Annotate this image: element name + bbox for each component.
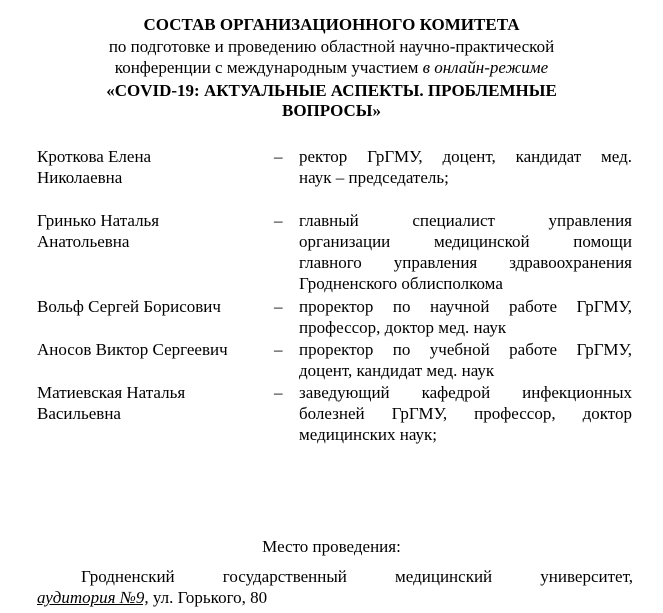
member-role: главный специалист управления организации медицинской помощи главного управления здравоохранения Гродненского облисполкома [299, 211, 632, 293]
venue-label: Место проведения: [262, 537, 401, 556]
venue-street: ул. Горького, 80 [148, 588, 268, 607]
subtitle-line-2 [30, 57, 633, 78]
document-title: СОСТАВ ОРГАНИЗАЦИОННОГО КОМИТЕТА [143, 15, 520, 34]
venue-address [37, 587, 267, 608]
member-dash: – [274, 297, 283, 316]
subtitle-line-1: по подготовке и проведению областной научно-практической [108, 37, 555, 56]
member-dash: – [274, 147, 283, 166]
member-name: Матиевская Наталья Васильевна [37, 383, 186, 423]
member-dash: – [274, 211, 283, 230]
member-role: проректор по учебной работе ГрГМУ, доцент, кандидат мед. наук [299, 340, 632, 380]
member-role: заведующий кафедрой инфекционных болезней ГрГМУ, профессор, доктор медицинских наук; [299, 383, 632, 444]
member-name: Кроткова Елена Николаевна [37, 147, 152, 187]
member-name: Гринько Наталья Анатольевна [37, 211, 160, 251]
conference-topic-line-2: ВОПРОСЫ» [282, 101, 381, 120]
member-role: ректор ГрГМУ, доцент, кандидат мед. наук – председатель; [299, 147, 632, 187]
member-dash: – [274, 340, 283, 359]
subtitle-regular-text: конференции с международным участием [114, 58, 423, 77]
subtitle-italic-text: в онлайн-режиме [422, 58, 549, 77]
venue-university: Гродненский государственный медицинский университет, [81, 567, 633, 586]
member-dash: – [274, 383, 283, 402]
venue-room: аудитория №9, [37, 588, 149, 607]
member-name: Аносов Виктор Сергеевич [37, 340, 228, 359]
member-name: Вольф Сергей Борисович [37, 297, 221, 316]
member-role: проректор по научной работе ГрГМУ, профессор, доктор мед. наук [299, 297, 632, 337]
conference-topic-line-1: «COVID-19: АКТУАЛЬНЫЕ АСПЕКТЫ. ПРОБЛЕМНЫЕ [106, 81, 557, 100]
